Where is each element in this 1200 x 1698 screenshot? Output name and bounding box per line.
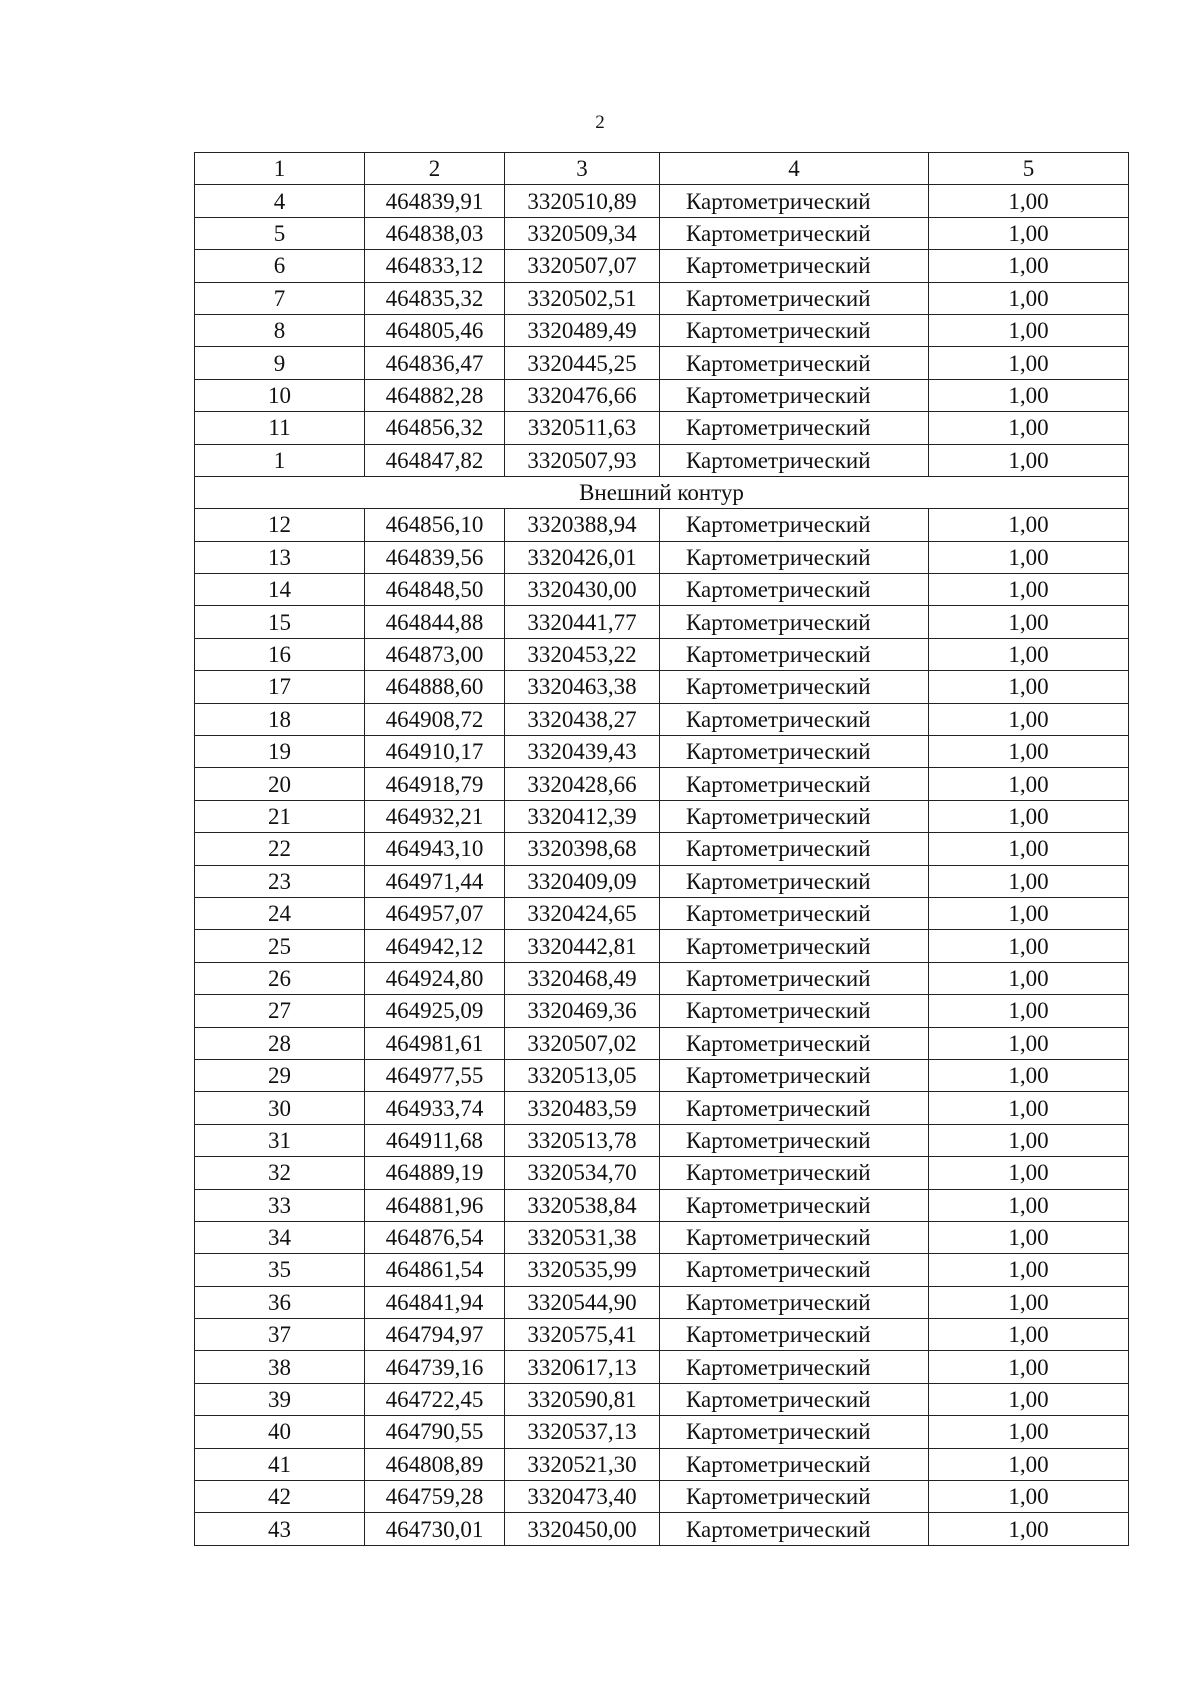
method-cell: Картометрический [660, 833, 929, 865]
method-cell: Картометрический [660, 995, 929, 1027]
accuracy-cell: 1,00 [929, 1319, 1129, 1351]
accuracy-cell: 1,00 [929, 1221, 1129, 1253]
point-number-cell: 14 [195, 574, 365, 606]
x-coordinate-cell: 464836,47 [365, 347, 505, 379]
x-coordinate-cell: 464876,54 [365, 1221, 505, 1253]
accuracy-cell: 1,00 [929, 541, 1129, 573]
x-coordinate-cell: 464908,72 [365, 703, 505, 735]
method-cell: Картометрический [660, 736, 929, 768]
x-coordinate-cell: 464924,80 [365, 962, 505, 994]
method-cell: Картометрический [660, 314, 929, 346]
point-number-cell: 6 [195, 250, 365, 282]
table-row [195, 1416, 1129, 1448]
y-coordinate-cell: 3320412,39 [505, 800, 660, 832]
x-coordinate-cell: 464873,00 [365, 638, 505, 670]
table-row [195, 185, 1129, 217]
table-row [195, 606, 1129, 638]
table-body-outer-contour [195, 509, 1129, 1546]
table-row [195, 282, 1129, 314]
section-title: Внешний контур [195, 476, 1129, 508]
x-coordinate-cell: 464805,46 [365, 314, 505, 346]
table-row [195, 1286, 1129, 1318]
accuracy-cell: 1,00 [929, 703, 1129, 735]
table-row [195, 1319, 1129, 1351]
method-cell: Картометрический [660, 1092, 929, 1124]
x-coordinate-cell: 464910,17 [365, 736, 505, 768]
accuracy-cell: 1,00 [929, 1416, 1129, 1448]
x-coordinate-cell: 464925,09 [365, 995, 505, 1027]
method-cell: Картометрический [660, 1319, 929, 1351]
method-cell: Картометрический [660, 606, 929, 638]
x-coordinate-cell: 464790,55 [365, 1416, 505, 1448]
accuracy-cell: 1,00 [929, 606, 1129, 638]
header-cell: 2 [365, 153, 505, 185]
y-coordinate-cell: 3320409,09 [505, 865, 660, 897]
y-coordinate-cell: 3320473,40 [505, 1481, 660, 1513]
y-coordinate-cell: 3320463,38 [505, 671, 660, 703]
table-row [195, 217, 1129, 249]
x-coordinate-cell: 464848,50 [365, 574, 505, 606]
accuracy-cell: 1,00 [929, 736, 1129, 768]
accuracy-cell: 1,00 [929, 217, 1129, 249]
method-cell: Картометрический [660, 347, 929, 379]
accuracy-cell: 1,00 [929, 1481, 1129, 1513]
accuracy-cell: 1,00 [929, 1092, 1129, 1124]
x-coordinate-cell: 464839,91 [365, 185, 505, 217]
x-coordinate-cell: 464881,96 [365, 1189, 505, 1221]
x-coordinate-cell: 464835,32 [365, 282, 505, 314]
y-coordinate-cell: 3320398,68 [505, 833, 660, 865]
method-cell: Картометрический [660, 1286, 929, 1318]
x-coordinate-cell: 464722,45 [365, 1383, 505, 1415]
accuracy-cell: 1,00 [929, 1157, 1129, 1189]
x-coordinate-cell: 464888,60 [365, 671, 505, 703]
accuracy-cell: 1,00 [929, 1059, 1129, 1091]
accuracy-cell: 1,00 [929, 800, 1129, 832]
accuracy-cell: 1,00 [929, 897, 1129, 929]
point-number-cell: 25 [195, 930, 365, 962]
method-cell: Картометрический [660, 185, 929, 217]
y-coordinate-cell: 3320428,66 [505, 768, 660, 800]
point-number-cell: 20 [195, 768, 365, 800]
method-cell: Картометрический [660, 250, 929, 282]
x-coordinate-cell: 464856,32 [365, 412, 505, 444]
table-row [195, 962, 1129, 994]
method-cell: Картометрический [660, 1513, 929, 1545]
table-body-inner-contour [195, 185, 1129, 477]
y-coordinate-cell: 3320544,90 [505, 1286, 660, 1318]
table-row [195, 1221, 1129, 1253]
table-row [195, 541, 1129, 573]
method-cell: Картометрический [660, 1351, 929, 1383]
section-row-group [195, 476, 1129, 508]
coordinates-table [194, 152, 1129, 1546]
accuracy-cell: 1,00 [929, 1124, 1129, 1156]
point-number-cell: 8 [195, 314, 365, 346]
x-coordinate-cell: 464841,94 [365, 1286, 505, 1318]
y-coordinate-cell: 3320502,51 [505, 282, 660, 314]
point-number-cell: 42 [195, 1481, 365, 1513]
header-cell: 1 [195, 153, 365, 185]
accuracy-cell: 1,00 [929, 314, 1129, 346]
x-coordinate-cell: 464943,10 [365, 833, 505, 865]
point-number-cell: 13 [195, 541, 365, 573]
method-cell: Картометрический [660, 930, 929, 962]
table-row [195, 1059, 1129, 1091]
point-number-cell: 29 [195, 1059, 365, 1091]
table-row [195, 638, 1129, 670]
table-row [195, 1351, 1129, 1383]
table-row [195, 1254, 1129, 1286]
accuracy-cell: 1,00 [929, 962, 1129, 994]
x-coordinate-cell: 464957,07 [365, 897, 505, 929]
x-coordinate-cell: 464889,19 [365, 1157, 505, 1189]
accuracy-cell: 1,00 [929, 1383, 1129, 1415]
x-coordinate-cell: 464977,55 [365, 1059, 505, 1091]
method-cell: Картометрический [660, 1189, 929, 1221]
table-row [195, 768, 1129, 800]
table-row [195, 703, 1129, 735]
point-number-cell: 9 [195, 347, 365, 379]
table-row [195, 1513, 1129, 1545]
accuracy-cell: 1,00 [929, 379, 1129, 411]
y-coordinate-cell: 3320442,81 [505, 930, 660, 962]
point-number-cell: 7 [195, 282, 365, 314]
method-cell: Картометрический [660, 638, 929, 670]
y-coordinate-cell: 3320483,59 [505, 1092, 660, 1124]
point-number-cell: 10 [195, 379, 365, 411]
point-number-cell: 32 [195, 1157, 365, 1189]
point-number-cell: 39 [195, 1383, 365, 1415]
y-coordinate-cell: 3320531,38 [505, 1221, 660, 1253]
y-coordinate-cell: 3320489,49 [505, 314, 660, 346]
y-coordinate-cell: 3320439,43 [505, 736, 660, 768]
accuracy-cell: 1,00 [929, 185, 1129, 217]
method-cell: Картометрический [660, 800, 929, 832]
x-coordinate-cell: 464844,88 [365, 606, 505, 638]
point-number-cell: 23 [195, 865, 365, 897]
table-row [195, 800, 1129, 832]
point-number-cell: 15 [195, 606, 365, 638]
point-number-cell: 34 [195, 1221, 365, 1253]
method-cell: Картометрический [660, 412, 929, 444]
point-number-cell: 43 [195, 1513, 365, 1545]
page-number: 2 [595, 112, 605, 133]
table-row [195, 1383, 1129, 1415]
y-coordinate-cell: 3320535,99 [505, 1254, 660, 1286]
method-cell: Картометрический [660, 962, 929, 994]
table-row [195, 1027, 1129, 1059]
x-coordinate-cell: 464981,61 [365, 1027, 505, 1059]
table-row [195, 865, 1129, 897]
point-number-cell: 16 [195, 638, 365, 670]
method-cell: Картометрический [660, 444, 929, 476]
x-coordinate-cell: 464932,21 [365, 800, 505, 832]
method-cell: Картометрический [660, 671, 929, 703]
y-coordinate-cell: 3320476,66 [505, 379, 660, 411]
accuracy-cell: 1,00 [929, 574, 1129, 606]
x-coordinate-cell: 464933,74 [365, 1092, 505, 1124]
y-coordinate-cell: 3320450,00 [505, 1513, 660, 1545]
y-coordinate-cell: 3320534,70 [505, 1157, 660, 1189]
accuracy-cell: 1,00 [929, 1448, 1129, 1480]
method-cell: Картометрический [660, 703, 929, 735]
y-coordinate-cell: 3320424,65 [505, 897, 660, 929]
table-row [195, 250, 1129, 282]
x-coordinate-cell: 464739,16 [365, 1351, 505, 1383]
method-cell: Картометрический [660, 509, 929, 541]
method-cell: Картометрический [660, 1221, 929, 1253]
point-number-cell: 41 [195, 1448, 365, 1480]
header-cell: 5 [929, 153, 1129, 185]
point-number-cell: 21 [195, 800, 365, 832]
method-cell: Картометрический [660, 379, 929, 411]
accuracy-cell: 1,00 [929, 671, 1129, 703]
x-coordinate-cell: 464759,28 [365, 1481, 505, 1513]
y-coordinate-cell: 3320537,13 [505, 1416, 660, 1448]
point-number-cell: 33 [195, 1189, 365, 1221]
accuracy-cell: 1,00 [929, 412, 1129, 444]
point-number-cell: 24 [195, 897, 365, 929]
point-number-cell: 1 [195, 444, 365, 476]
y-coordinate-cell: 3320513,78 [505, 1124, 660, 1156]
table-header-row [195, 153, 1129, 185]
y-coordinate-cell: 3320521,30 [505, 1448, 660, 1480]
y-coordinate-cell: 3320538,84 [505, 1189, 660, 1221]
y-coordinate-cell: 3320507,93 [505, 444, 660, 476]
y-coordinate-cell: 3320507,02 [505, 1027, 660, 1059]
point-number-cell: 12 [195, 509, 365, 541]
method-cell: Картометрический [660, 897, 929, 929]
y-coordinate-cell: 3320510,89 [505, 185, 660, 217]
x-coordinate-cell: 464833,12 [365, 250, 505, 282]
table-row [195, 995, 1129, 1027]
accuracy-cell: 1,00 [929, 282, 1129, 314]
table-row [195, 1092, 1129, 1124]
accuracy-cell: 1,00 [929, 1351, 1129, 1383]
table-row [195, 412, 1129, 444]
table-row [195, 833, 1129, 865]
point-number-cell: 22 [195, 833, 365, 865]
table-row [195, 1157, 1129, 1189]
header-cell: 4 [660, 153, 929, 185]
table-row [195, 314, 1129, 346]
point-number-cell: 26 [195, 962, 365, 994]
x-coordinate-cell: 464808,89 [365, 1448, 505, 1480]
accuracy-cell: 1,00 [929, 1286, 1129, 1318]
table-row [195, 1124, 1129, 1156]
x-coordinate-cell: 464882,28 [365, 379, 505, 411]
point-number-cell: 36 [195, 1286, 365, 1318]
method-cell: Картометрический [660, 541, 929, 573]
y-coordinate-cell: 3320511,63 [505, 412, 660, 444]
accuracy-cell: 1,00 [929, 347, 1129, 379]
point-number-cell: 38 [195, 1351, 365, 1383]
point-number-cell: 4 [195, 185, 365, 217]
method-cell: Картометрический [660, 768, 929, 800]
accuracy-cell: 1,00 [929, 1189, 1129, 1221]
method-cell: Картометрический [660, 1157, 929, 1189]
point-number-cell: 17 [195, 671, 365, 703]
point-number-cell: 31 [195, 1124, 365, 1156]
method-cell: Картометрический [660, 1059, 929, 1091]
point-number-cell: 30 [195, 1092, 365, 1124]
point-number-cell: 19 [195, 736, 365, 768]
x-coordinate-cell: 464838,03 [365, 217, 505, 249]
y-coordinate-cell: 3320468,49 [505, 962, 660, 994]
y-coordinate-cell: 3320453,22 [505, 638, 660, 670]
method-cell: Картометрический [660, 1254, 929, 1286]
x-coordinate-cell: 464971,44 [365, 865, 505, 897]
method-cell: Картометрический [660, 1481, 929, 1513]
table-row [195, 930, 1129, 962]
table-row [195, 736, 1129, 768]
x-coordinate-cell: 464861,54 [365, 1254, 505, 1286]
accuracy-cell: 1,00 [929, 865, 1129, 897]
x-coordinate-cell: 464911,68 [365, 1124, 505, 1156]
table-row [195, 1481, 1129, 1513]
method-cell: Картометрический [660, 1448, 929, 1480]
header-cell: 3 [505, 153, 660, 185]
accuracy-cell: 1,00 [929, 833, 1129, 865]
y-coordinate-cell: 3320426,01 [505, 541, 660, 573]
accuracy-cell: 1,00 [929, 1254, 1129, 1286]
accuracy-cell: 1,00 [929, 1513, 1129, 1545]
y-coordinate-cell: 3320507,07 [505, 250, 660, 282]
accuracy-cell: 1,00 [929, 638, 1129, 670]
table-row [195, 509, 1129, 541]
point-number-cell: 40 [195, 1416, 365, 1448]
accuracy-cell: 1,00 [929, 509, 1129, 541]
method-cell: Картометрический [660, 1416, 929, 1448]
table-row [195, 347, 1129, 379]
accuracy-cell: 1,00 [929, 444, 1129, 476]
y-coordinate-cell: 3320590,81 [505, 1383, 660, 1415]
table-row [195, 671, 1129, 703]
method-cell: Картометрический [660, 865, 929, 897]
point-number-cell: 37 [195, 1319, 365, 1351]
accuracy-cell: 1,00 [929, 1027, 1129, 1059]
y-coordinate-cell: 3320575,41 [505, 1319, 660, 1351]
x-coordinate-cell: 464839,56 [365, 541, 505, 573]
x-coordinate-cell: 464918,79 [365, 768, 505, 800]
method-cell: Картометрический [660, 217, 929, 249]
point-number-cell: 35 [195, 1254, 365, 1286]
x-coordinate-cell: 464847,82 [365, 444, 505, 476]
accuracy-cell: 1,00 [929, 768, 1129, 800]
table-row [195, 379, 1129, 411]
point-number-cell: 28 [195, 1027, 365, 1059]
accuracy-cell: 1,00 [929, 995, 1129, 1027]
method-cell: Картометрический [660, 574, 929, 606]
y-coordinate-cell: 3320617,13 [505, 1351, 660, 1383]
y-coordinate-cell: 3320469,36 [505, 995, 660, 1027]
table-row [195, 897, 1129, 929]
y-coordinate-cell: 3320441,77 [505, 606, 660, 638]
accuracy-cell: 1,00 [929, 250, 1129, 282]
x-coordinate-cell: 464730,01 [365, 1513, 505, 1545]
point-number-cell: 11 [195, 412, 365, 444]
table-row [195, 1189, 1129, 1221]
method-cell: Картометрический [660, 1027, 929, 1059]
table-row [195, 1448, 1129, 1480]
point-number-cell: 5 [195, 217, 365, 249]
point-number-cell: 27 [195, 995, 365, 1027]
method-cell: Картометрический [660, 1124, 929, 1156]
y-coordinate-cell: 3320509,34 [505, 217, 660, 249]
y-coordinate-cell: 3320445,25 [505, 347, 660, 379]
table-row [195, 444, 1129, 476]
table-row [195, 574, 1129, 606]
method-cell: Картометрический [660, 282, 929, 314]
point-number-cell: 18 [195, 703, 365, 735]
x-coordinate-cell: 464942,12 [365, 930, 505, 962]
y-coordinate-cell: 3320388,94 [505, 509, 660, 541]
x-coordinate-cell: 464856,10 [365, 509, 505, 541]
y-coordinate-cell: 3320430,00 [505, 574, 660, 606]
section-row [195, 476, 1129, 508]
x-coordinate-cell: 464794,97 [365, 1319, 505, 1351]
method-cell: Картометрический [660, 1383, 929, 1415]
y-coordinate-cell: 3320513,05 [505, 1059, 660, 1091]
accuracy-cell: 1,00 [929, 930, 1129, 962]
y-coordinate-cell: 3320438,27 [505, 703, 660, 735]
